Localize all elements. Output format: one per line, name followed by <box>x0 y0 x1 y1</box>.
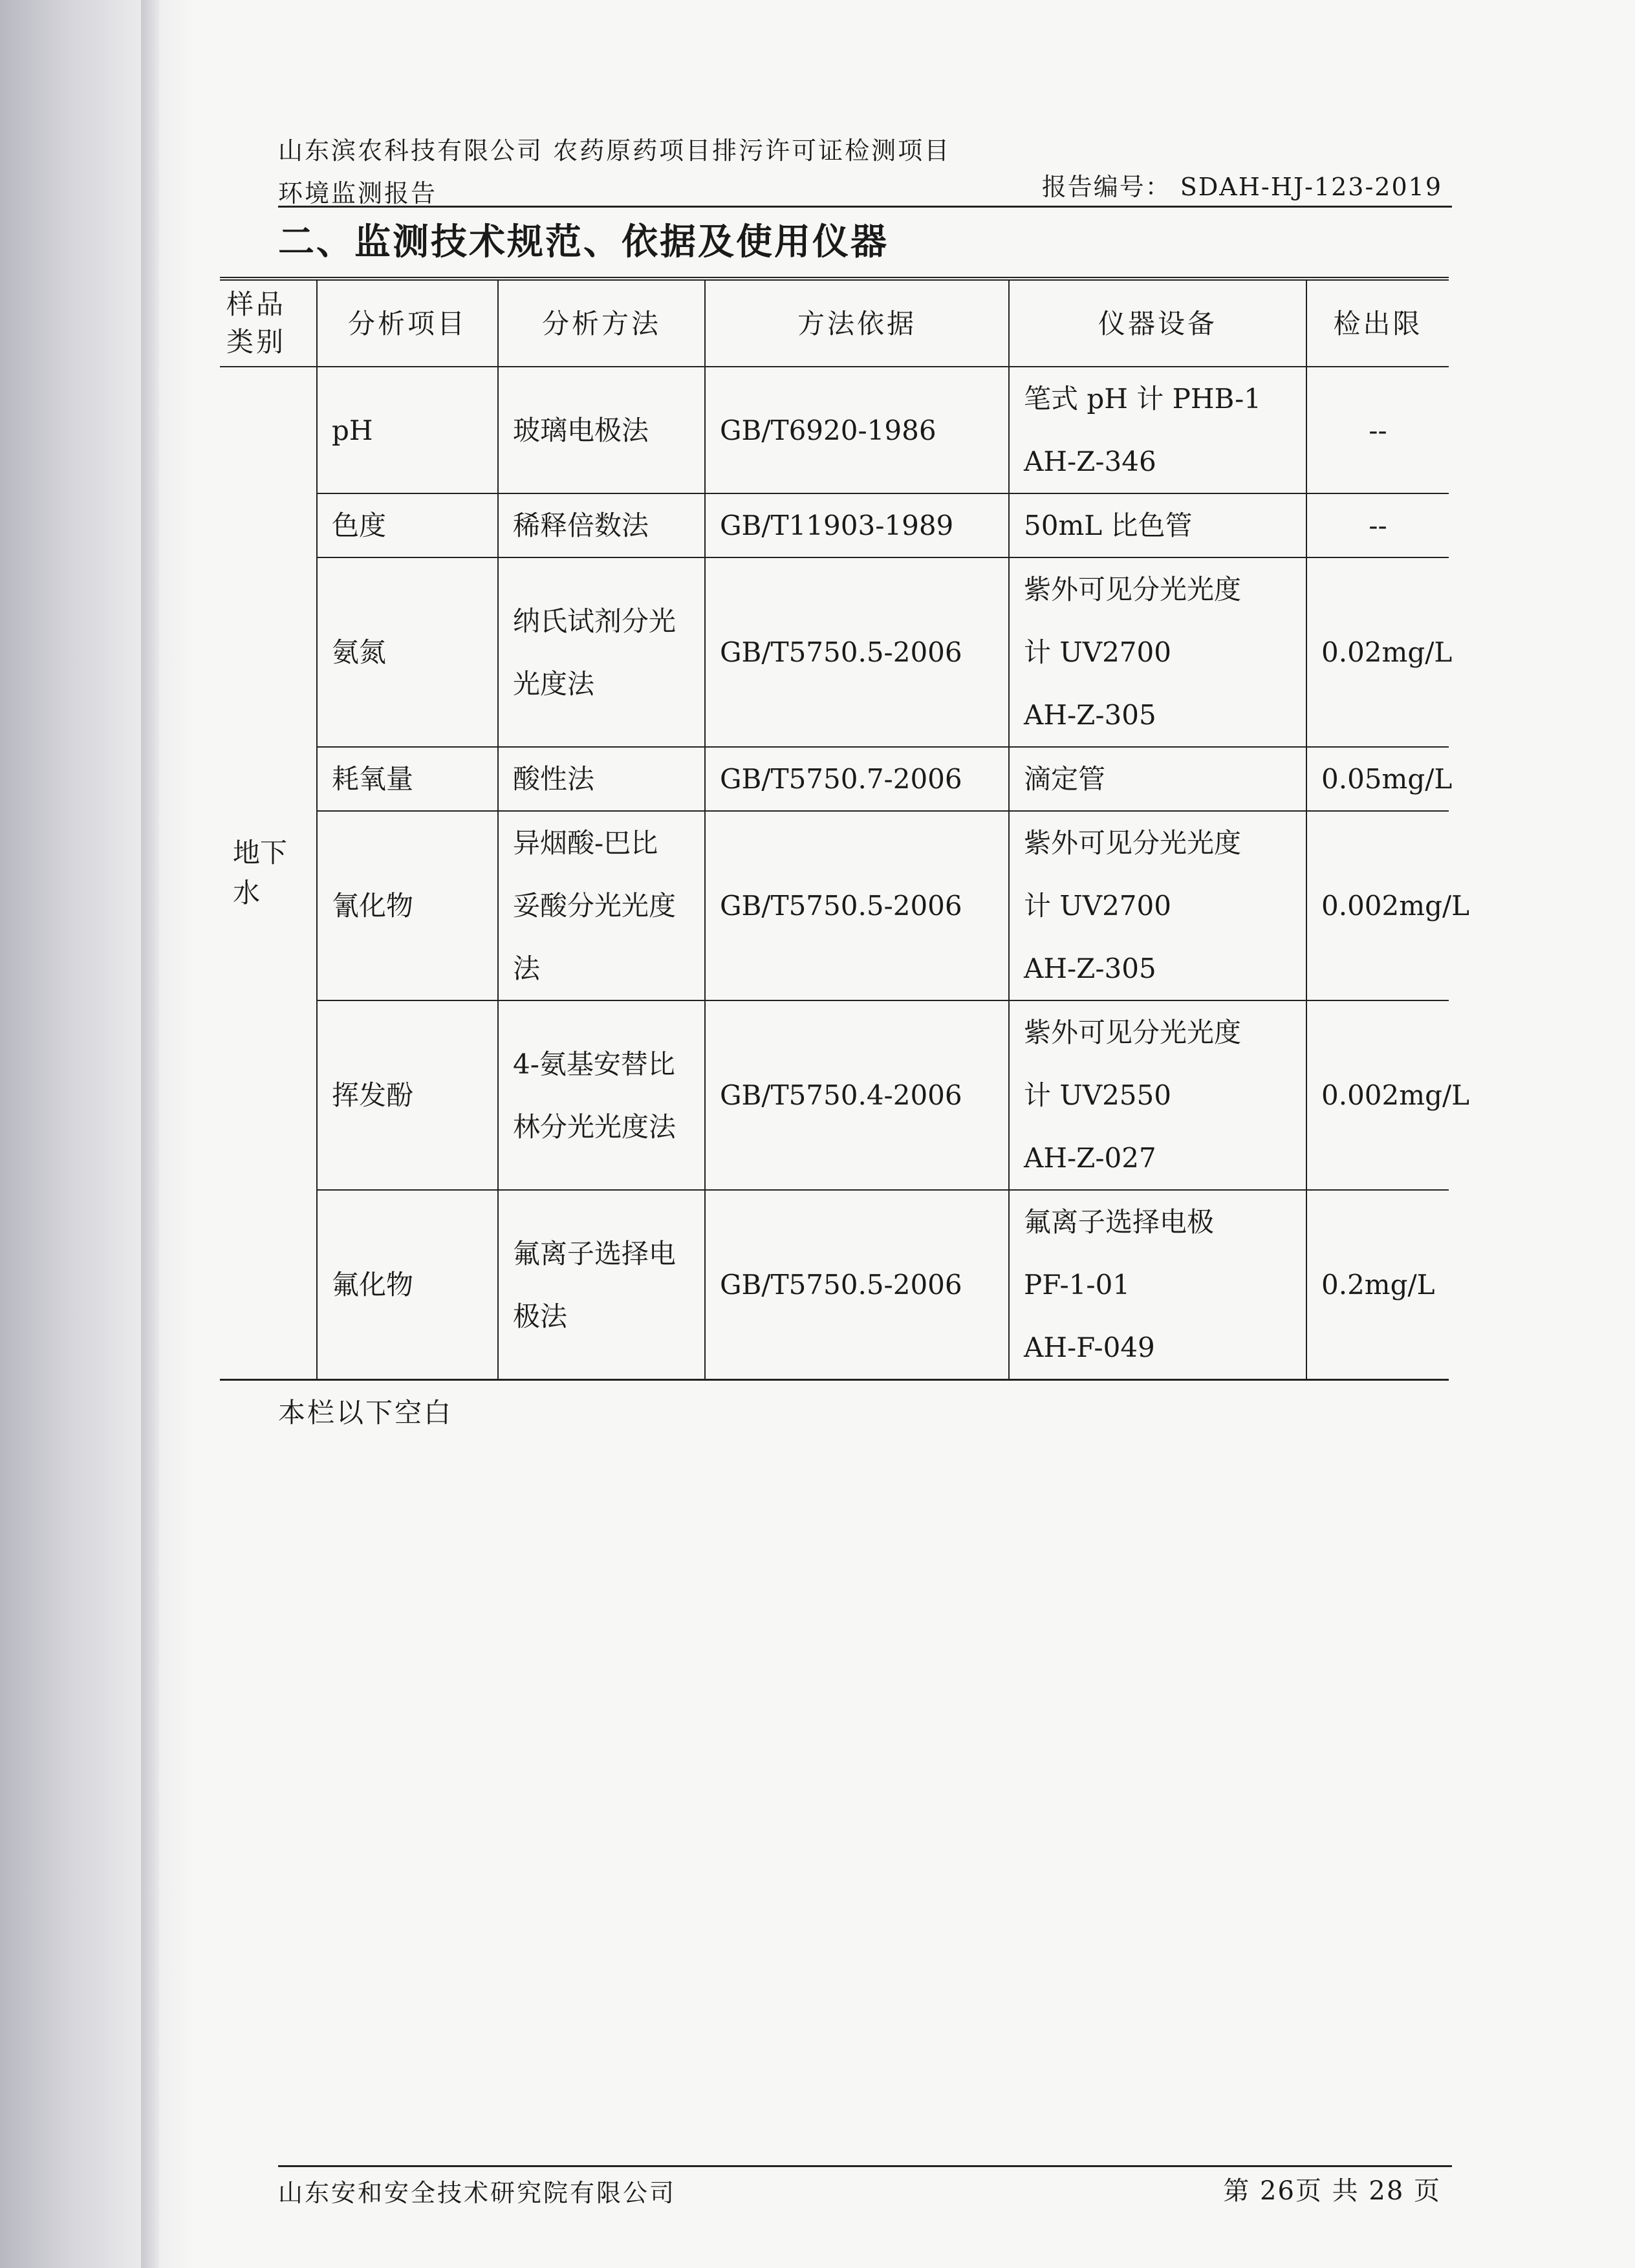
table-row <box>220 557 1449 747</box>
basis-cell: GB/T6920-1986 <box>705 367 1009 493</box>
table-row <box>220 1190 1449 1380</box>
table-row <box>220 367 1449 493</box>
instrument-cell: 紫外可见分光光度 计 UV2550 AH-Z-027 <box>1009 1000 1306 1190</box>
method-cell: 纳氏试剂分光 光度法 <box>498 557 705 747</box>
header-method: 分析方法 <box>498 279 705 367</box>
binding-shadow <box>0 0 194 2268</box>
footer-rule <box>278 2165 1452 2167</box>
instrument-cell: 50mL 比色管 <box>1009 493 1306 557</box>
table-header-row <box>220 279 1449 367</box>
table-row <box>220 1000 1449 1190</box>
limit-cell: -- <box>1306 367 1449 493</box>
header-basis: 方法依据 <box>705 279 1009 367</box>
instrument-cell: 笔式 pH 计 PHB-1 AH-Z-346 <box>1009 367 1306 493</box>
limit-cell: -- <box>1306 493 1449 557</box>
method-cell: 异烟酸-巴比 妥酸分光光度 法 <box>498 811 705 1000</box>
basis-cell: GB/T5750.5-2006 <box>705 811 1009 1000</box>
blank-below-note: 本栏以下空白 <box>278 1397 453 1429</box>
section-title: 二、监测技术规范、依据及使用仪器 <box>278 221 889 263</box>
instrument-cell: 滴定管 <box>1009 747 1306 811</box>
header-limit: 检出限 <box>1306 279 1449 367</box>
table-row <box>220 493 1449 557</box>
report-number: 报告编号： SDAH-HJ-123-2019 <box>1041 173 1442 201</box>
limit-cell: 0.05mg/L <box>1306 747 1449 811</box>
header-report-type: 环境监测报告 <box>278 179 438 208</box>
instrument-cell: 氟离子选择电极 PF-1-01 AH-F-049 <box>1009 1190 1306 1380</box>
table-row <box>220 811 1449 1000</box>
limit-cell: 0.2mg/L <box>1306 1190 1449 1380</box>
header-company-project: 山东滨农科技有限公司 农药原药项目排污许可证检测项目 <box>278 136 951 165</box>
item-cell: 耗氧量 <box>317 747 498 811</box>
header-item: 分析项目 <box>317 279 498 367</box>
basis-cell: GB/T5750.5-2006 <box>705 557 1009 747</box>
limit-cell: 0.02mg/L <box>1306 557 1449 747</box>
method-cell: 氟离子选择电 极法 <box>498 1190 705 1380</box>
header-instrument: 仪器设备 <box>1009 279 1306 367</box>
method-cell: 酸性法 <box>498 747 705 811</box>
table-row <box>220 747 1449 811</box>
sample-type-cell: 地下 水 <box>220 367 317 1380</box>
basis-cell: GB/T5750.5-2006 <box>705 1190 1009 1380</box>
page-number: 第 26页 共 28 页 <box>1223 2176 1441 2206</box>
method-cell: 玻璃电极法 <box>498 367 705 493</box>
method-cell: 4-氨基安替比 林分光光度法 <box>498 1000 705 1190</box>
item-cell: 氰化物 <box>317 811 498 1000</box>
method-cell: 稀释倍数法 <box>498 493 705 557</box>
item-cell: 氨氮 <box>317 557 498 747</box>
item-cell: 氟化物 <box>317 1190 498 1380</box>
binding-edge <box>141 0 159 2268</box>
item-cell: 挥发酚 <box>317 1000 498 1190</box>
limit-cell: 0.002mg/L <box>1306 1000 1449 1190</box>
basis-cell: GB/T5750.7-2006 <box>705 747 1009 811</box>
basis-cell: GB/T5750.4-2006 <box>705 1000 1009 1190</box>
monitoring-spec-table <box>220 277 1469 1381</box>
basis-cell: GB/T11903-1989 <box>705 493 1009 557</box>
instrument-cell: 紫外可见分光光度 计 UV2700 AH-Z-305 <box>1009 557 1306 747</box>
item-cell: pH <box>317 367 498 493</box>
instrument-cell: 紫外可见分光光度 计 UV2700 AH-Z-305 <box>1009 811 1306 1000</box>
limit-cell: 0.002mg/L <box>1306 811 1449 1000</box>
item-cell: 色度 <box>317 493 498 557</box>
header-sample-type: 样品 类别 <box>220 279 317 367</box>
footer-organization: 山东安和安全技术研究院有限公司 <box>278 2179 677 2207</box>
header-rule <box>278 206 1452 208</box>
